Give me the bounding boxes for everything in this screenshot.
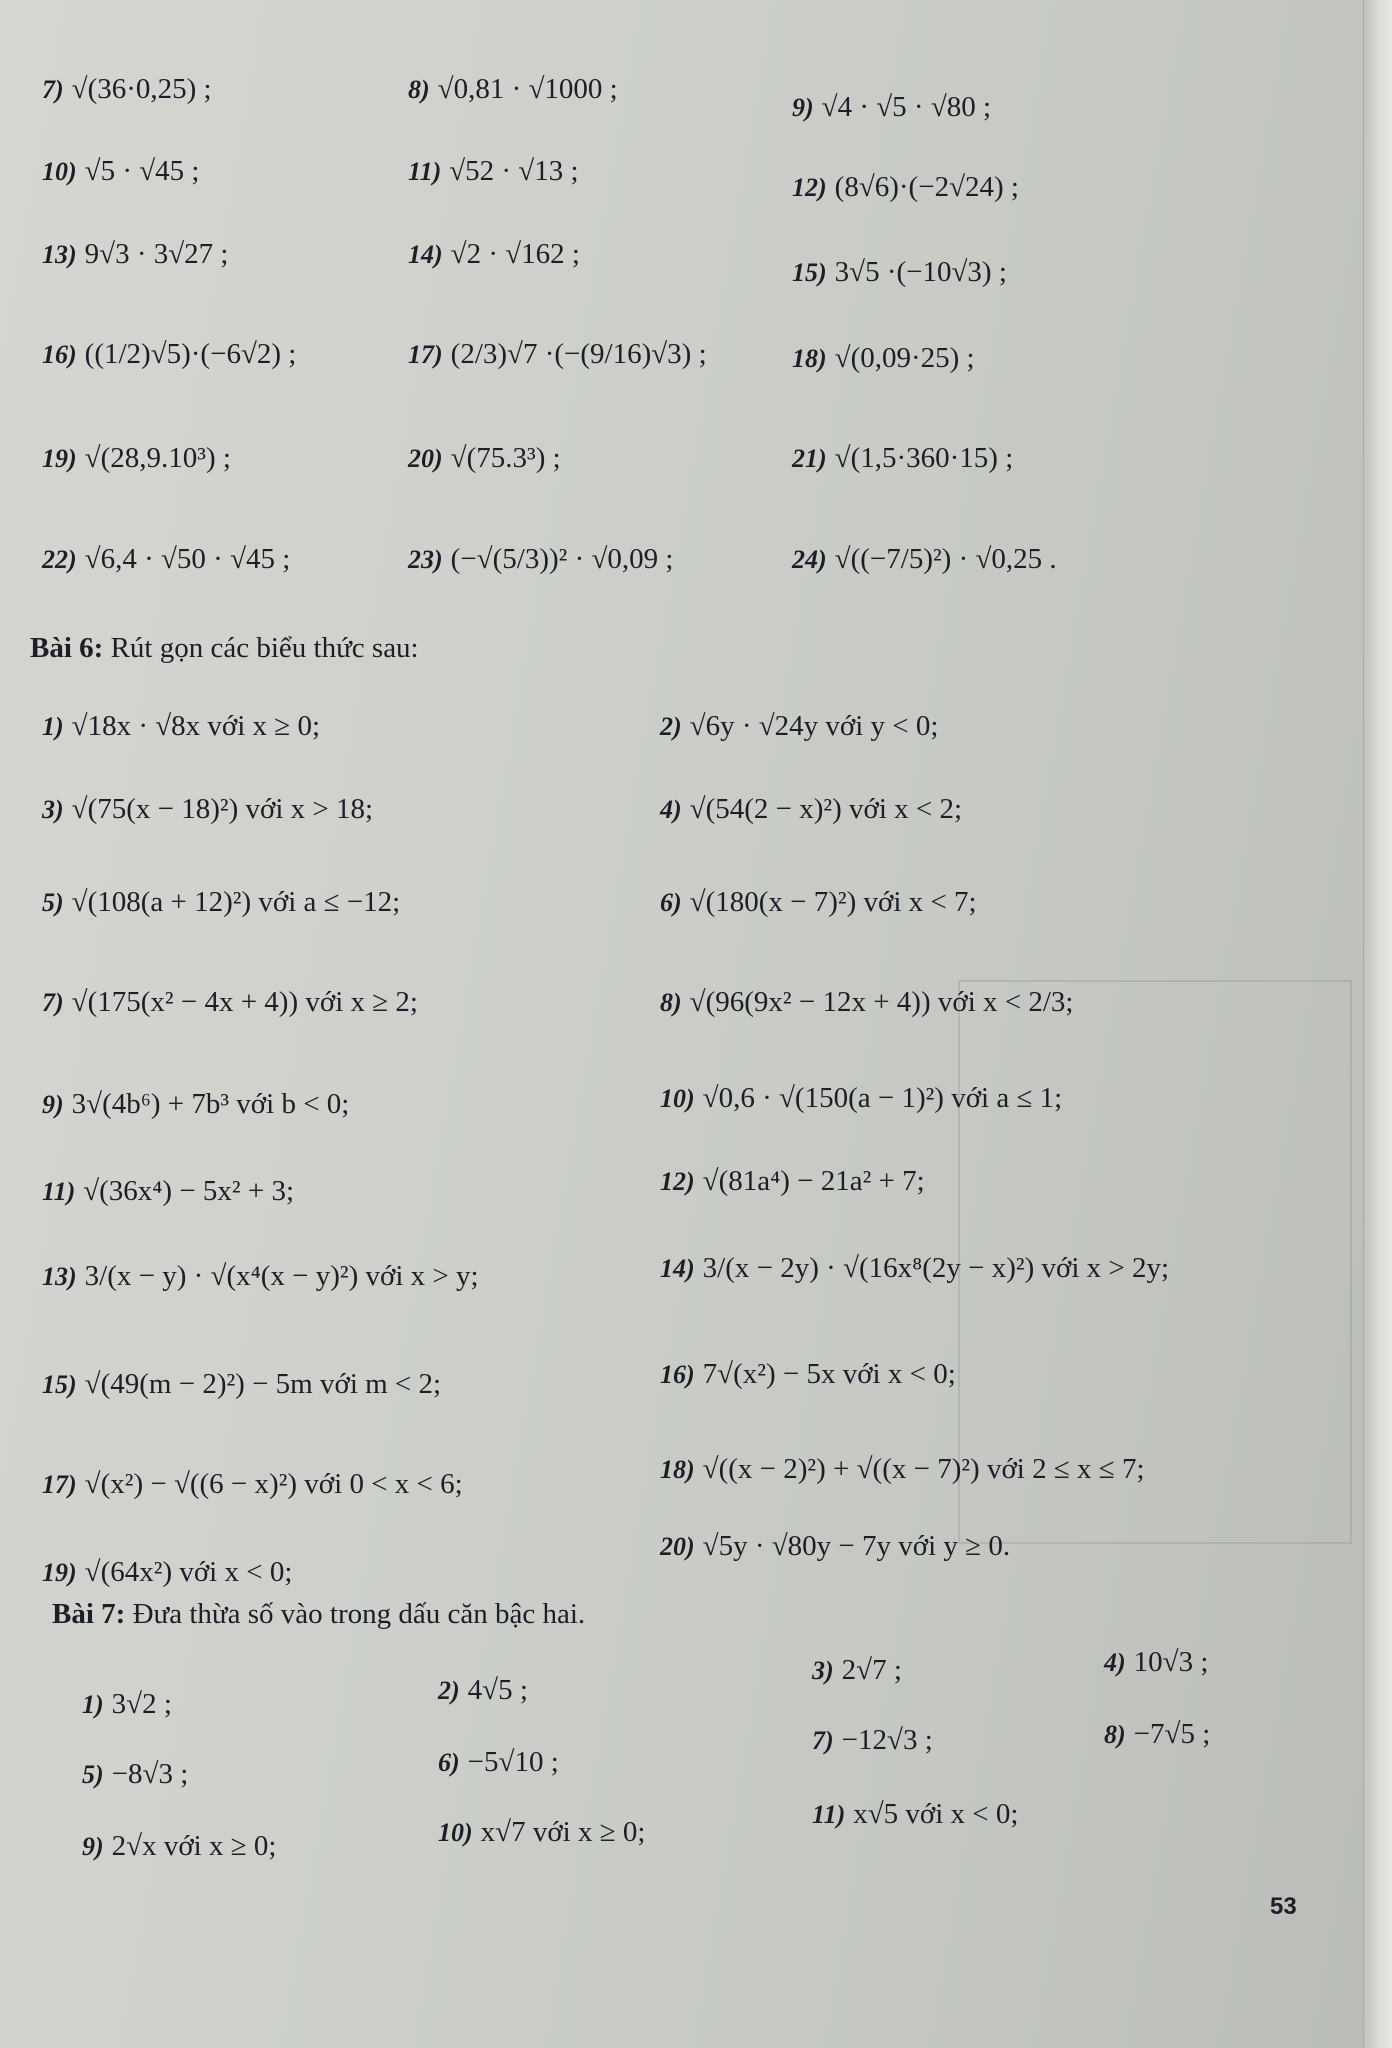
exercise-10: 10) √5 · √45 ; (42, 155, 200, 187)
bai7-item-5: 5) −8√3 ; (82, 1758, 189, 1790)
bai6-item-4: 4) √(54(2 − x)²) với x < 2; (660, 793, 963, 825)
page-number: 53 (1270, 1893, 1297, 1920)
page-edge (1363, 0, 1392, 2048)
bai7-item-3: 3) 2√7 ; (812, 1654, 902, 1686)
bai7-item-9: 9) 2√x với x ≥ 0; (82, 1830, 277, 1862)
bai6-item-14: 14) 3/(x − 2y) · √(16x⁸(2y − x)²) với x > 2y; (660, 1252, 1170, 1284)
bai7-item-1: 1) 3√2 ; (82, 1688, 172, 1720)
bai6-item-19: 19) √(64x²) với x < 0; (42, 1556, 293, 1588)
bai7-item-11: 11) x√5 với x < 0; (812, 1798, 1019, 1830)
bai6-item-13: 13) 3/(x − y) · √(x⁴(x − y)²) với x > y; (42, 1260, 479, 1292)
exercise-9: 9) √4 · √5 · √80 ; (792, 91, 992, 123)
bai6-item-20: 20) √5y · √80y − 7y với y ≥ 0. (660, 1530, 1011, 1562)
bai6-item-7: 7) √(175(x² − 4x + 4)) với x ≥ 2; (42, 986, 418, 1018)
bai6-item-17: 17) √(x²) − √((6 − x)²) với 0 < x < 6; (42, 1468, 463, 1500)
bai7-heading: Bài 7: Đưa thừa số vào trong dấu căn bậc hai. (52, 1598, 586, 1630)
bai6-item-18: 18) √((x − 2)²) + √((x − 7)²) với 2 ≤ x ≤ 7; (660, 1453, 1145, 1485)
bai6-item-5: 5) √(108(a + 12)²) với a ≤ −12; (42, 886, 401, 918)
bai6-item-6: 6) √(180(x − 7)²) với x < 7; (660, 886, 977, 918)
exercise-14: 14) √2 · √162 ; (408, 238, 580, 270)
bai6-item-8: 8) √(96(9x² − 12x + 4)) với x < 2/3; (660, 986, 1074, 1018)
exercise-21: 21) √(1,5·360·15) ; (792, 442, 1014, 474)
exercise-24: 24) √((−7/5)²) · √0,25 . (792, 543, 1057, 575)
exercise-13: 13) 9√3 · 3√27 ; (42, 238, 229, 270)
exercise-16: 16) ((1/2)√5)·(−6√2) ; (42, 338, 297, 370)
bai7-item-4: 4) 10√3 ; (1104, 1646, 1209, 1678)
exercise-7: 7) √(36·0,25) ; (42, 73, 212, 105)
bai7-item-8: 8) −7√5 ; (1104, 1718, 1211, 1750)
bai6-item-9: 9) 3√(4b⁶) + 7b³ với b < 0; (42, 1088, 350, 1120)
bai6-item-2: 2) √6y · √24y với y < 0; (660, 710, 939, 742)
exercise-11: 11) √52 · √13 ; (408, 155, 579, 187)
bai6-heading: Bài 6: Rút gọn các biểu thức sau: (30, 632, 419, 664)
bai7-item-10: 10) x√7 với x ≥ 0; (438, 1816, 646, 1848)
exercise-18: 18) √(0,09·25) ; (792, 342, 975, 374)
bai6-item-3: 3) √(75(x − 18)²) với x > 18; (42, 793, 374, 825)
bai6-item-15: 15) √(49(m − 2)²) − 5m với m < 2; (42, 1368, 442, 1400)
exercise-12: 12) (8√6)·(−2√24) ; (792, 171, 1019, 203)
exercise-15: 15) 3√5 ·(−10√3) ; (792, 256, 1007, 288)
exercise-20: 20) √(75.3³) ; (408, 442, 561, 474)
bai6-item-11: 11) √(36x⁴) − 5x² + 3; (42, 1175, 295, 1207)
bai6-item-1: 1) √18x · √8x với x ≥ 0; (42, 710, 321, 742)
bai6-item-16: 16) 7√(x²) − 5x với x < 0; (660, 1358, 956, 1390)
bai7-item-2: 2) 4√5 ; (438, 1674, 528, 1706)
bai6-item-10: 10) √0,6 · √(150(a − 1)²) với a ≤ 1; (660, 1082, 1063, 1114)
bai6-item-12: 12) √(81a⁴) − 21a² + 7; (660, 1165, 925, 1197)
exercise-19: 19) √(28,9.10³) ; (42, 442, 231, 474)
bai7-item-6: 6) −5√10 ; (438, 1746, 559, 1778)
exercise-23: 23) (−√(5/3))² · √0,09 ; (408, 543, 674, 575)
exercise-8: 8) √0,81 · √1000 ; (408, 73, 618, 105)
exercise-22: 22) √6,4 · √50 · √45 ; (42, 543, 291, 575)
exercise-17: 17) (2/3)√7 ·(−(9/16)√3) ; (408, 338, 707, 370)
bai7-item-7: 7) −12√3 ; (812, 1724, 933, 1756)
